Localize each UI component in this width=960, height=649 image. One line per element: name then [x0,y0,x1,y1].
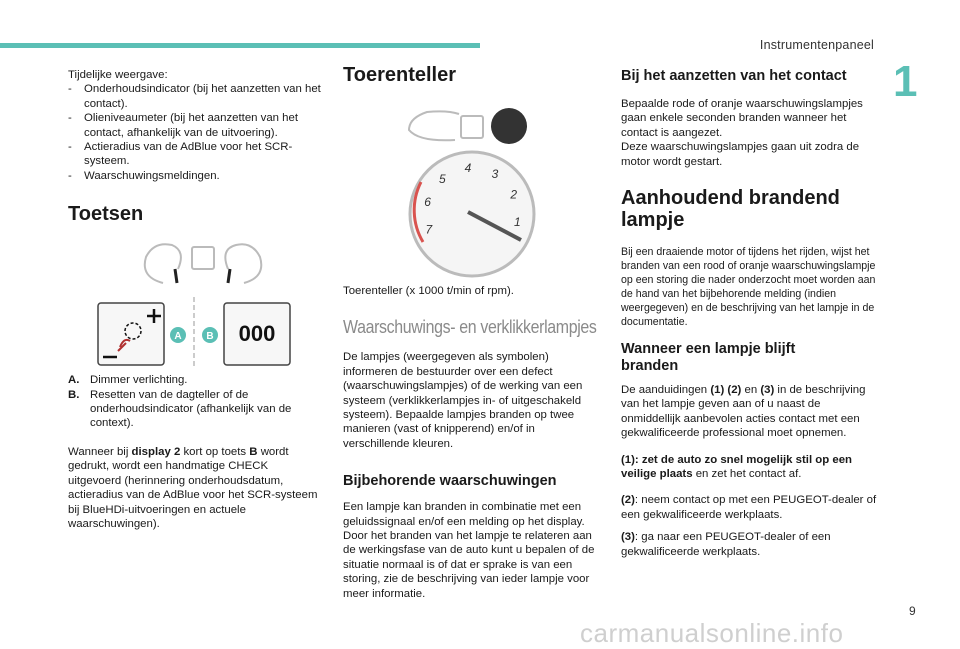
gauge-label: 4 [464,161,472,176]
watermark: carmanualsonline.info [580,618,844,648]
header-accent-bar [0,43,480,48]
continuous-paragraph: Bij een draaiende motor of tijdens het rijden, wijst het branden van een rood of oranje waarschuwingslampje op een storing die nader onderzocht moet worden aan de hand van het bijbehorende melding (indien weergegeven) en de beschrijving van het lampje in de documentatie. [621,246,876,329]
trip-display-label: 000 [238,321,276,347]
related-warnings-paragraph: Een lampje kan branden in combinatie met een geluidssignaal en/of een melding op het display. Door het branden van het lampje te relateren aan de werkingsfase van de auto kunt u bepalen of de situatie normaal is of dat er sprake is van een storing, zie de beschrijving van ieder lampje voor meer informatie. [343,501,595,600]
buttons-figure [68,239,324,367]
tachometer-gauge [410,152,534,276]
heading-lamp-stays-on: Wanneer een lampje blijft branden [621,341,796,375]
column-middle [343,64,601,601]
note-2: (2): neem contact op met een PEUGEOT-dealer of een gekwalificeerde werkplaats. [621,494,877,521]
column-right [621,68,881,559]
note-3: (3): ga naar een PEUGEOT-dealer of een gekwalificeerde werkplaats. [621,531,831,558]
section-title: Instrumentenpaneel [759,38,874,52]
temp-display-list [68,82,324,183]
heading-toetsen: Toetsen [68,203,144,226]
gauge-label: 7 [425,222,433,237]
heading-ignition: Bij het aanzetten van het contact [621,68,847,84]
column-left [68,68,324,531]
chapter-number: 1 [893,57,918,106]
intro-text: Tijdelijke weergave: [68,69,168,81]
legend-item-b: B. Resetten van de dagteller of de onderhoudsindicator (afhankelijk van de context). [68,388,292,430]
check-paragraph: Wanneer bij display 2 kort op toets B wordt gedrukt, wordt een handmatige CHECK uitgevoerd (herinnering onderhoudsdatum, actieradius van de AdBlue voor het SCR-systeem bij BlueHDi-uitvoeringen en actuele waarschuwingen). [68,445,318,530]
heading-warning-lamps: Waarschuwings- en verklikkerlampjes [343,316,597,338]
note-1: (1): zet de auto zo snel mogelijk stil op een veilige plaats en zet het contact af. [621,453,853,481]
heading-related-warnings: Bijbehorende waarschuwingen [343,473,557,490]
gauge-label: 5 [439,171,446,186]
list-item: - Olieniveaumeter (bij het aanzetten van het contact, afhankelijk van de uitvoering). [68,112,299,139]
tachometer-figure [343,100,601,278]
tachometer-caption: Toerenteller (x 1000 t/min of rpm). [343,285,514,297]
heading-continuous-lamp: Aanhoudend brandend lampje [621,187,840,232]
list-item: - Actieradius van de AdBlue voor het SCR-systeem. [68,141,293,168]
gauge-label: 2 [510,187,518,202]
svg-text:A: A [174,331,182,343]
gauge-label: 3 [491,167,499,182]
indications-paragraph: De aanduidingen (1) (2) en (3) in de beschrijving van het lampje geven aan of u naast de onmiddellijk aanbevolen acties contact met een gekwalificeerde professional moet opnemen. [621,384,866,440]
tachometer-highlight [491,108,527,144]
list-item: - Onderhoudsindicator (bij het aanzetten van het contact). [68,83,321,110]
heading-toerenteller: Toerenteller [343,64,456,86]
legend-item-a: A. Dimmer verlichting. [68,374,188,387]
list-item: - Waarschuwingsmeldingen. [68,169,220,182]
svg-text:B: B [206,331,214,343]
lamps-paragraph: De lampjes (weergegeven als symbolen) informeren de bestuurder over een defect (waarschuwingslampjes) of de werking van een systeem (verklikkerlampjes in- of uitgeschakeld systeem). Bepaalde lampjes branden op twee manieren (vast of knipperend) en/of in verschillende kleuren. [343,351,583,450]
ignition-paragraph: Bepaalde rode of oranje waarschuwingslampjes gaan enkele seconden branden wanneer het contact is aangezet. Deze waarschuwingslampjes gaan uit zodra de motor wordt gestart. [621,98,863,168]
gauge-label: 6 [424,195,431,210]
gauge-label: 1 [513,215,521,229]
page-number: 9 [909,604,916,618]
